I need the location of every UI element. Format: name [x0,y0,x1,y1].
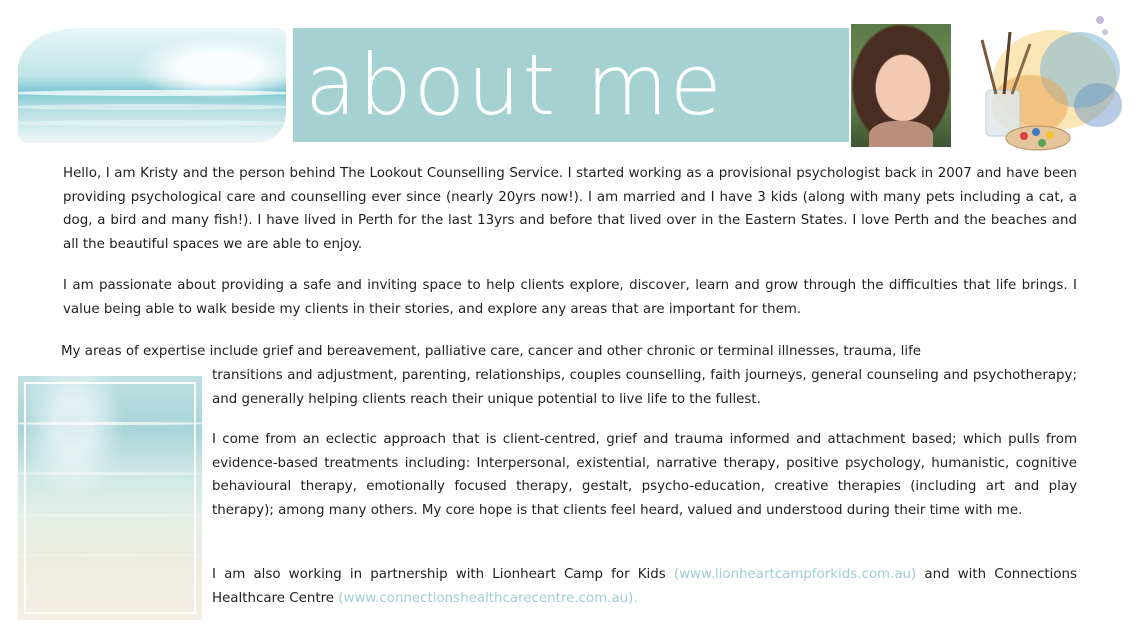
title-banner [293,28,849,142]
intro-paragraph: Hello, I am Kristy and the person behind The Lookout Counselling Service. I started working as a provisional psychologist back in 2007 and have been providing psychological care and counselling ever since (nearly 20yrs now!). I am married and I have 3 kids (along with many pets including a cat, a dog, a bird and many fish!). I have lived in Perth for the last 13yrs and before that lived over in the Eastern States. I love Perth and the beaches and all the beautiful spaces we are able to enjoy. [63,166,1077,252]
partnership-text-a: I am also working in partnership with Lionheart Camp for Kids [212,567,674,582]
paint-palette-watercolor-image [960,10,1128,160]
connections-link[interactable]: (www.connectionshealthcarecentre.com.au). [338,590,638,606]
expertise-paragraph-first-line: My areas of expertise include grief and bereavement, palliative care, cancer and other chronic or terminal illnesses, trauma, life [61,344,922,359]
partnership-text-b: and with Connections Healthcare Centre [212,567,1077,606]
watercolor-sea-image [18,28,286,143]
passion-paragraph: I am passionate about providing a safe and inviting space to help clients explore, discover, learn and grow through the difficulties that life brings. I value being able to walk beside my clients in their stories, and explore any areas that are important for them. [63,278,1077,317]
page-title: about me [305,36,724,134]
expertise-paragraph: transitions and adjustment, parenting, relationships, couples counselling, faith journeys, general counseling and psychotherapy; and generally helping clients reach their unique potential to live life to the fullest. [212,368,1077,407]
partnership-paragraph [212,563,1077,610]
watercolor-beach-image [18,376,202,620]
approach-paragraph: I come from an eclectic approach that is client-centred, grief and trauma informed and attachment based; which pulls from evidence-based treatments including: Interpersonal, existential, narrative therapy, positive psychology, humanistic, cognitive behavioural therapy, emotionally focused therapy, gestalt, psycho-education, creative therapies (including art and play therapy); among many others. My core hope is that clients feel heard, valued and understood during their time with me. [212,432,1077,518]
portrait-photo [851,24,951,147]
lionheart-link[interactable]: (www.lionheartcampforkids.com.au) [673,567,917,582]
